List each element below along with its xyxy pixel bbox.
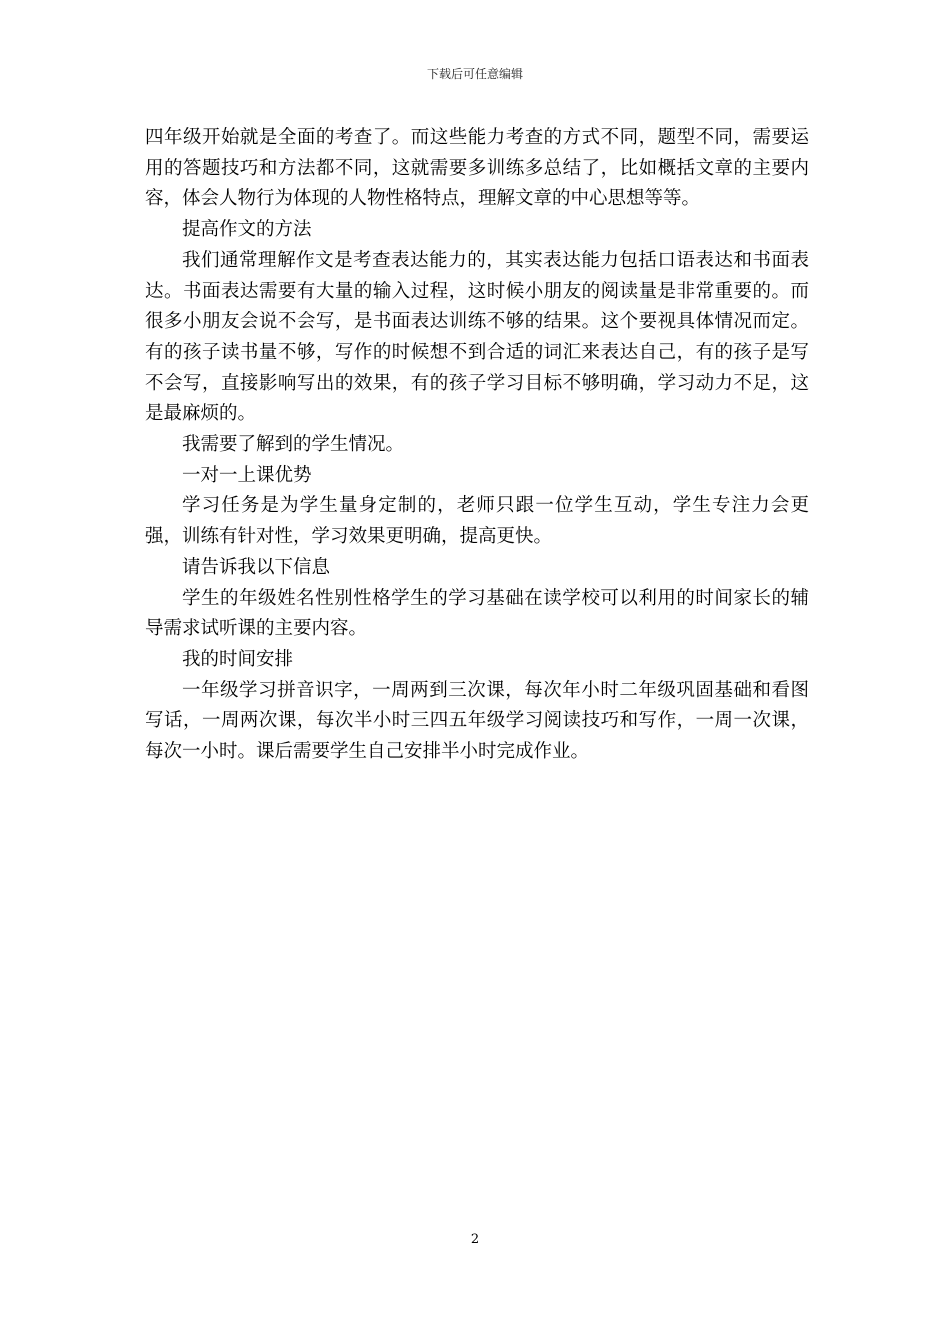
heading-improve-writing: 提高作文的方法 [182, 219, 312, 241]
document-body [145, 123, 809, 768]
page-header: 下载后可任意编辑 [426, 67, 523, 81]
paragraph-one-on-one: 学习任务是为学生量身定制的，老师只跟一位学生互动，学生专注力会更强，训练有针对性，学习效果更明确，提高更快。 [145, 495, 809, 548]
page-number: 2 [470, 1232, 480, 1247]
paragraph-info-list: 学生的年级姓名性别性格学生的学习基础在读学校可以利用的时间家长的辅导需求试听课的主要内容。 [145, 587, 809, 640]
paragraph-student-info-needed: 我需要了解到的学生情况。 [182, 434, 405, 456]
heading-one-on-one-advantage: 一对一上课优势 [182, 464, 312, 486]
heading-info-request: 请告诉我以下信息 [182, 556, 331, 578]
paragraph-continuation: 四年级开始就是全面的考查了。而这些能力考查的方式不同，题型不同，需要运用的答题技巧和方法都不同，这就需要多训练多总结了，比如概括文章的主要内容，体会人物行为体现的人物性格特点，理解文章的中心思想等等。 [145, 127, 809, 210]
paragraph-writing-ability: 我们通常理解作文是考查表达能力的，其实表达能力包括口语表达和书面表达。书面表达需要有大量的输入过程，这时候小朋友的阅读量是非常重要的。而很多小朋友会说不会写，是书面表达训练不够的结果。这个要视具体情况而定。有的孩子读书量不够，写作的时候想不到合适的词汇来表达自己，有的孩子是写不会写，直接影响写出的效果，有的孩子学习目标不够明确，学习动力不足，这是最麻烦的。 [145, 249, 809, 425]
heading-schedule: 我的时间安排 [182, 648, 294, 670]
paragraph-schedule: 一年级学习拼音识字，一周两到三次课，每次年小时二年级巩固基础和看图写话，一周两次课，每次半小时三四五年级学习阅读技巧和写作，一周一次课，每次一小时。课后需要学生自己安排半小时完成作业。 [145, 679, 809, 763]
